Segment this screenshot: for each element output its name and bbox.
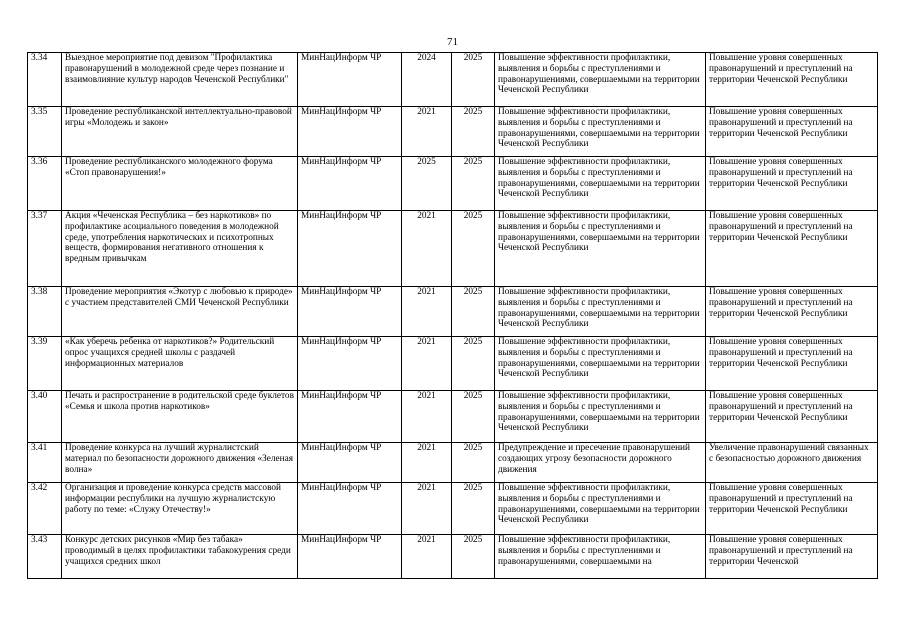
end-year-cell: 2025	[452, 107, 495, 157]
start-year-cell: 2025	[402, 157, 452, 211]
executor-cell: МинНацИнформ ЧР	[298, 107, 402, 157]
event-name-cell: Организация и проведение конкурса средств массовой информации республики на лучшую журналистскую работу по теме: «Служу Отечеству!»	[62, 483, 298, 535]
event-name-cell: Проведение республиканского молодежного форума «Стоп правонарушения!»	[62, 157, 298, 211]
event-name-cell: Печать и распространение в родительской среде буклетов «Семья и школа против наркотиков»	[62, 391, 298, 443]
executor-cell: МинНацИнформ ЧР	[298, 443, 402, 483]
end-year-cell: 2025	[452, 53, 495, 107]
table-row	[28, 443, 878, 483]
goal-cell: Повышение эффективности профилактики, выявления и борьбы с преступлениями и правонарушениями, совершаемыми на территории Чеченской Республики	[495, 391, 706, 443]
start-year-cell: 2021	[402, 391, 452, 443]
start-year-cell: 2021	[402, 287, 452, 337]
end-year-cell: 2025	[452, 157, 495, 211]
measures-table	[27, 52, 878, 579]
event-name-cell: Проведение конкурса на лучший журналистский материал по безопасности дорожного движения «Зеленая волна»	[62, 443, 298, 483]
expected-result-cell: Повышение уровня совершенных правонарушений и преступлений на территории Чеченской Республики	[706, 53, 878, 107]
table-row	[28, 287, 878, 337]
expected-result-cell: Повышение уровня совершенных правонарушений и преступлений на территории Чеченской Республики	[706, 483, 878, 535]
executor-cell: МинНацИнформ ЧР	[298, 391, 402, 443]
end-year-cell: 2025	[452, 337, 495, 391]
executor-cell: МинНацИнформ ЧР	[298, 337, 402, 391]
end-year-cell: 2025	[452, 443, 495, 483]
event-name-cell: Выездное мероприятие под девизом "Профилактика правонарушений в молодежной среде через познание и взаимовлияние культур народов Чеченской Республики"	[62, 53, 298, 107]
row-number-cell: 3.35	[28, 107, 62, 157]
end-year-cell: 2025	[452, 391, 495, 443]
page-number: 71	[447, 36, 458, 48]
start-year-cell: 2021	[402, 535, 452, 579]
start-year-cell: 2021	[402, 483, 452, 535]
event-name-cell: Проведение республиканской интеллектуально-правовой игры «Молодежь и закон»	[62, 107, 298, 157]
executor-cell: МинНацИнформ ЧР	[298, 157, 402, 211]
end-year-cell: 2025	[452, 211, 495, 287]
start-year-cell: 2021	[402, 211, 452, 287]
table-row	[28, 337, 878, 391]
expected-result-cell: Повышение уровня совершенных правонарушений и преступлений на территории Чеченской Республики	[706, 211, 878, 287]
row-number-cell: 3.37	[28, 211, 62, 287]
row-number-cell: 3.34	[28, 53, 62, 107]
executor-cell: МинНацИнформ ЧР	[298, 287, 402, 337]
start-year-cell: 2021	[402, 337, 452, 391]
expected-result-cell: Повышение уровня совершенных правонарушений и преступлений на территории Чеченской	[706, 535, 878, 579]
row-number-cell: 3.38	[28, 287, 62, 337]
goal-cell: Повышение эффективности профилактики, выявления и борьбы с преступлениями и правонарушениями, совершаемыми на территории Чеченской Республики	[495, 483, 706, 535]
row-number-cell: 3.43	[28, 535, 62, 579]
executor-cell: МинНацИнформ ЧР	[298, 53, 402, 107]
goal-cell: Повышение эффективности профилактики, выявления и борьбы с преступлениями и правонарушениями, совершаемыми на	[495, 535, 706, 579]
table-row	[28, 53, 878, 107]
table-row	[28, 211, 878, 287]
goal-cell: Повышение эффективности профилактики, выявления и борьбы с преступлениями и правонарушениями, совершаемыми на территории Чеченской Республики	[495, 211, 706, 287]
expected-result-cell: Увеличение правонарушений связанных с безопасностью дорожного движения	[706, 443, 878, 483]
event-name-cell: «Как уберечь ребенка от наркотиков?» Родительский опрос учащихся средней школы с раздачей информационных материалов	[62, 337, 298, 391]
table-body	[28, 53, 878, 579]
expected-result-cell: Повышение уровня совершенных правонарушений и преступлений на территории Чеченской Республики	[706, 287, 878, 337]
goal-cell: Повышение эффективности профилактики, выявления и борьбы с преступлениями и правонарушениями, совершаемыми на территории Чеченской Республики	[495, 53, 706, 107]
expected-result-cell: Повышение уровня совершенных правонарушений и преступлений на территории Чеченской Республики	[706, 107, 878, 157]
start-year-cell: 2021	[402, 107, 452, 157]
end-year-cell: 2025	[452, 483, 495, 535]
row-number-cell: 3.40	[28, 391, 62, 443]
executor-cell: МинНацИнформ ЧР	[298, 483, 402, 535]
end-year-cell: 2025	[452, 287, 495, 337]
goal-cell: Повышение эффективности профилактики, выявления и борьбы с преступлениями и правонарушениями, совершаемыми на территории Чеченской Республики	[495, 157, 706, 211]
executor-cell: МинНацИнформ ЧР	[298, 535, 402, 579]
table-row	[28, 107, 878, 157]
table-row	[28, 483, 878, 535]
start-year-cell: 2021	[402, 443, 452, 483]
expected-result-cell: Повышение уровня совершенных правонарушений и преступлений на территории Чеченской Республики	[706, 391, 878, 443]
goal-cell: Предупреждение и пресечение правонарушений создающих угрозу безопасности дорожного движения	[495, 443, 706, 483]
row-number-cell: 3.39	[28, 337, 62, 391]
table-row	[28, 157, 878, 211]
row-number-cell: 3.36	[28, 157, 62, 211]
expected-result-cell: Повышение уровня совершенных правонарушений и преступлений на территории Чеченской Республики	[706, 337, 878, 391]
table-row	[28, 535, 878, 579]
event-name-cell: Акция «Чеченская Республика – без наркотиков» по профилактике асоциального поведения в молодежной среде, употребления наркотических и психотропных веществ, формирования негативного отношения к вредным привычкам	[62, 211, 298, 287]
goal-cell: Повышение эффективности профилактики, выявления и борьбы с преступлениями и правонарушениями, совершаемыми на территории Чеченской Республики	[495, 107, 706, 157]
row-number-cell: 3.42	[28, 483, 62, 535]
start-year-cell: 2024	[402, 53, 452, 107]
goal-cell: Повышение эффективности профилактики, выявления и борьбы с преступлениями и правонарушениями, совершаемыми на территории Чеченской Республики	[495, 287, 706, 337]
event-name-cell: Проведение мероприятия «Экотур с любовью к природе» с участием представителей СМИ Чеченской Республики	[62, 287, 298, 337]
end-year-cell: 2025	[452, 535, 495, 579]
table-row	[28, 391, 878, 443]
event-name-cell: Конкурс детских рисунков «Мир без табака» проводимый в целях профилактики табакокурения среди учащихся средних школ	[62, 535, 298, 579]
goal-cell: Повышение эффективности профилактики, выявления и борьбы с преступлениями и правонарушениями, совершаемыми на территории Чеченской Республики	[495, 337, 706, 391]
executor-cell: МинНацИнформ ЧР	[298, 211, 402, 287]
row-number-cell: 3.41	[28, 443, 62, 483]
expected-result-cell: Повышение уровня совершенных правонарушений и преступлений на территории Чеченской Республики	[706, 157, 878, 211]
